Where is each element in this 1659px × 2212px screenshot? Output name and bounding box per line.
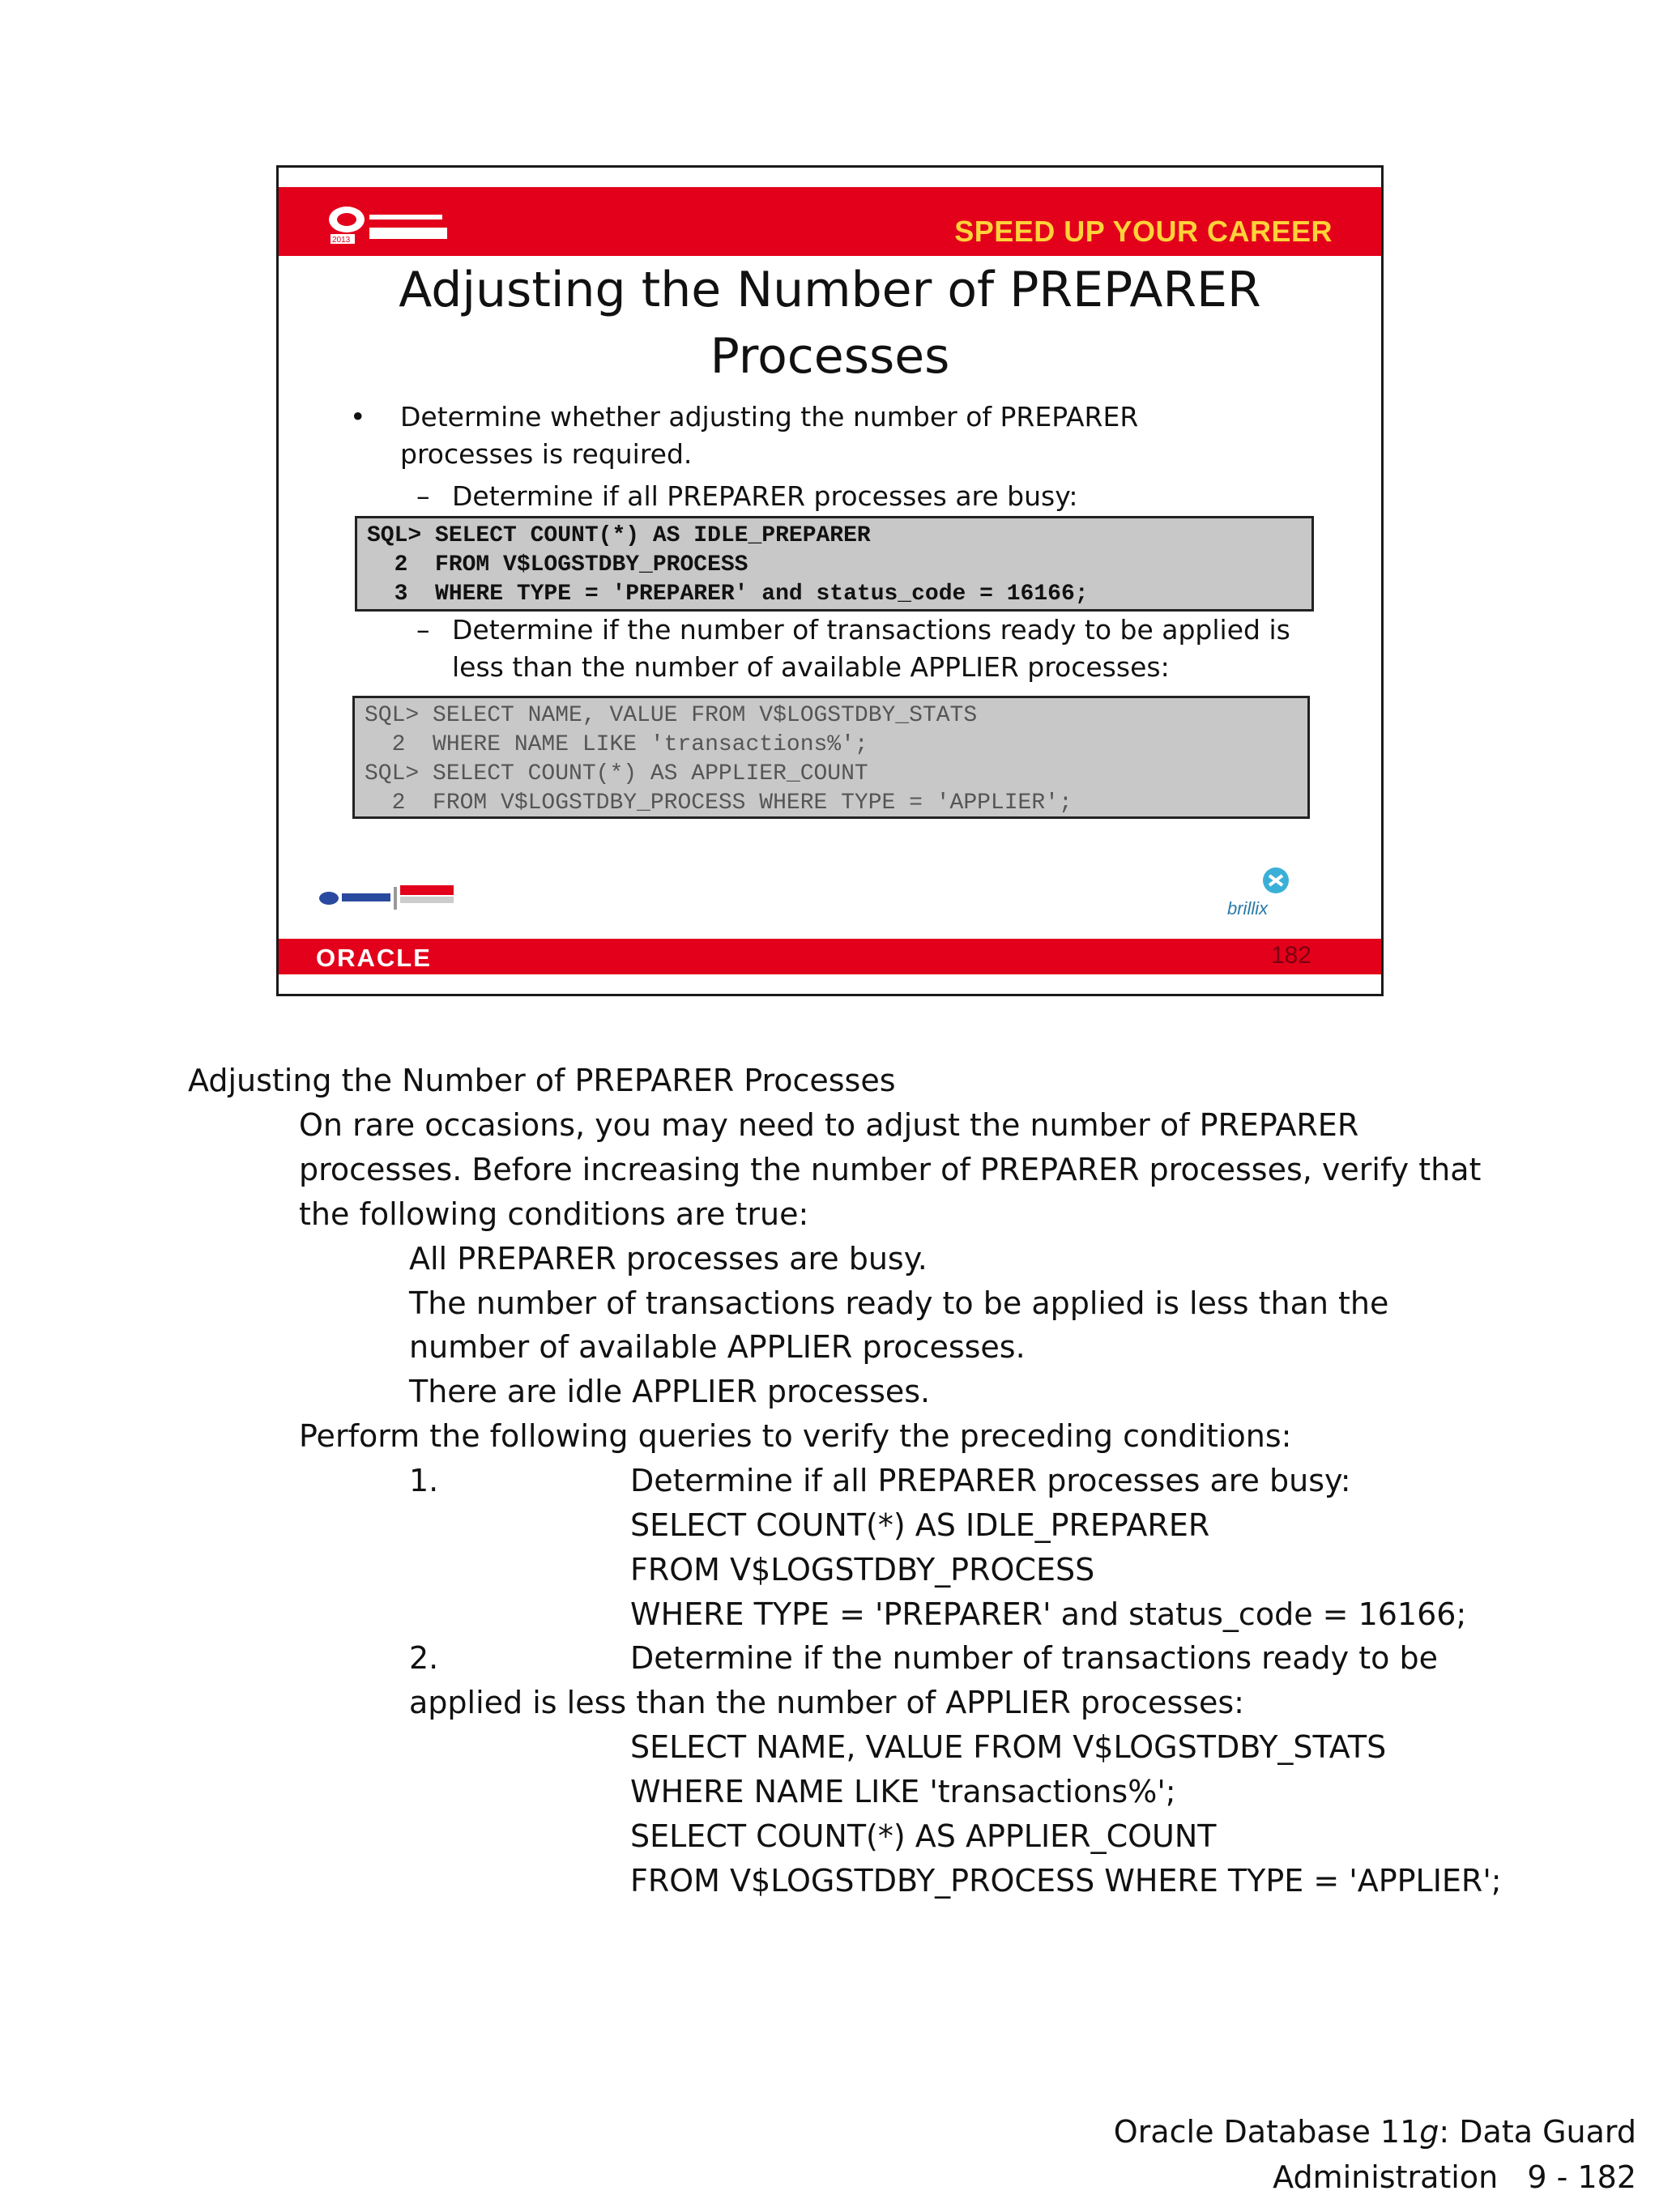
footer-course-title [1114,2109,1636,2154]
code-line: SQL> SELECT NAME, VALUE FROM V$LOGSTDBY_STATS [365,703,978,728]
step-number: 1. [409,1463,439,1498]
partner-logos [318,880,463,913]
slide-title-line2: Processes [710,328,950,385]
orcale-week-logo [324,200,454,249]
code-block-applier [352,696,1310,819]
step-query: SELECT COUNT(*) AS APPLIER_COUNT [630,1818,1217,1854]
slide-title-line1: Adjusting the Number of PREPARER [399,262,1261,318]
notes-perform: Perform the following queries to verify the preceding conditions: [299,1418,1292,1454]
code-line: SQL> SELECT COUNT(*) AS APPLIER_COUNT [365,761,868,786]
step-query: WHERE TYPE = 'PREPARER' and status_code = 16166; [630,1596,1467,1632]
step-text: Determine if the number of transactions ready to be [630,1640,1438,1676]
footer-text: Oracle Database 11 [1113,2114,1420,2150]
notes-condition: All PREPARER processes are busy. [409,1241,928,1276]
slide-sub1-text: Determine if all PREPARER processes are busy: [452,480,1078,512]
code-line: 2 FROM V$LOGSTDBY_PROCESS [367,552,748,578]
footer-text: : Data Guard [1439,2114,1636,2150]
svg-text:brillix: brillix [1227,898,1269,918]
brillix-logo [1219,864,1308,929]
notes-condition: number of available APPLIER processes. [409,1329,1026,1365]
notes-paragraph-line: On rare occasions, you may need to adjust the number of PREPARER [299,1107,1359,1143]
notes-heading: Adjusting the Number of PREPARER Processes [188,1063,896,1098]
notes-paragraph-line: processes. Before increasing the number of PREPARER processes, verify that [299,1152,1482,1187]
step-query: SELECT NAME, VALUE FROM V$LOGSTDBY_STATS [630,1729,1387,1765]
dash-icon: – [416,480,430,512]
step-query: FROM V$LOGSTDBY_PROCESS [630,1552,1095,1588]
slide-title [279,257,1381,390]
slide-bullet-text: Determine whether adjusting the number of PREPARER processes is required. [400,401,1139,470]
slide-image [276,165,1384,996]
notes-paragraph-line: the following conditions are true: [299,1196,809,1232]
step-number: 2. [409,1640,439,1676]
page-footer [1114,2109,1636,2200]
code-line: 2 WHERE NAME LIKE 'transactions%'; [365,732,868,757]
step-query: SELECT COUNT(*) AS IDLE_PREPARER [630,1507,1210,1543]
code-line: SQL> SELECT COUNT(*) AS IDLE_PREPARER [367,523,871,548]
code-line: 3 WHERE TYPE = 'PREPARER' and status_code = 16166; [367,582,1089,607]
notes-condition: The number of transactions ready to be applied is less than the [409,1285,1389,1321]
step-text: applied is less than the number of APPLIER processes: [409,1685,1244,1720]
slide-number: 182 [1270,942,1311,969]
step-text: Determine if all PREPARER processes are busy: [630,1463,1351,1498]
notes-condition: There are idle APPLIER processes. [409,1374,931,1409]
code-block-preparer [355,516,1314,612]
footer-text-italic: g [1419,2114,1439,2150]
slide-sub2-text: Determine if the number of transactions ready to be applied is less than the number of available APPLIER processes: [452,614,1290,683]
code-line: 2 FROM V$LOGSTDBY_PROCESS WHERE TYPE = 'APPLIER'; [365,791,1073,816]
dash-icon: – [416,614,430,646]
brand-tagline: SPEED UP YOUR CAREER [954,215,1333,248]
step-query: FROM V$LOGSTDBY_PROCESS WHERE TYPE = 'APPLIER'; [630,1863,1502,1899]
svg-text:2013: 2013 [332,236,351,245]
bullet-dot-icon: • [350,401,366,433]
oracle-logo: ORACLE [316,944,432,972]
footer-page-number: Administration 9 - 182 [1273,2159,1636,2195]
step-query: WHERE NAME LIKE 'transactions%'; [630,1774,1176,1809]
bottom-banner [279,939,1381,974]
